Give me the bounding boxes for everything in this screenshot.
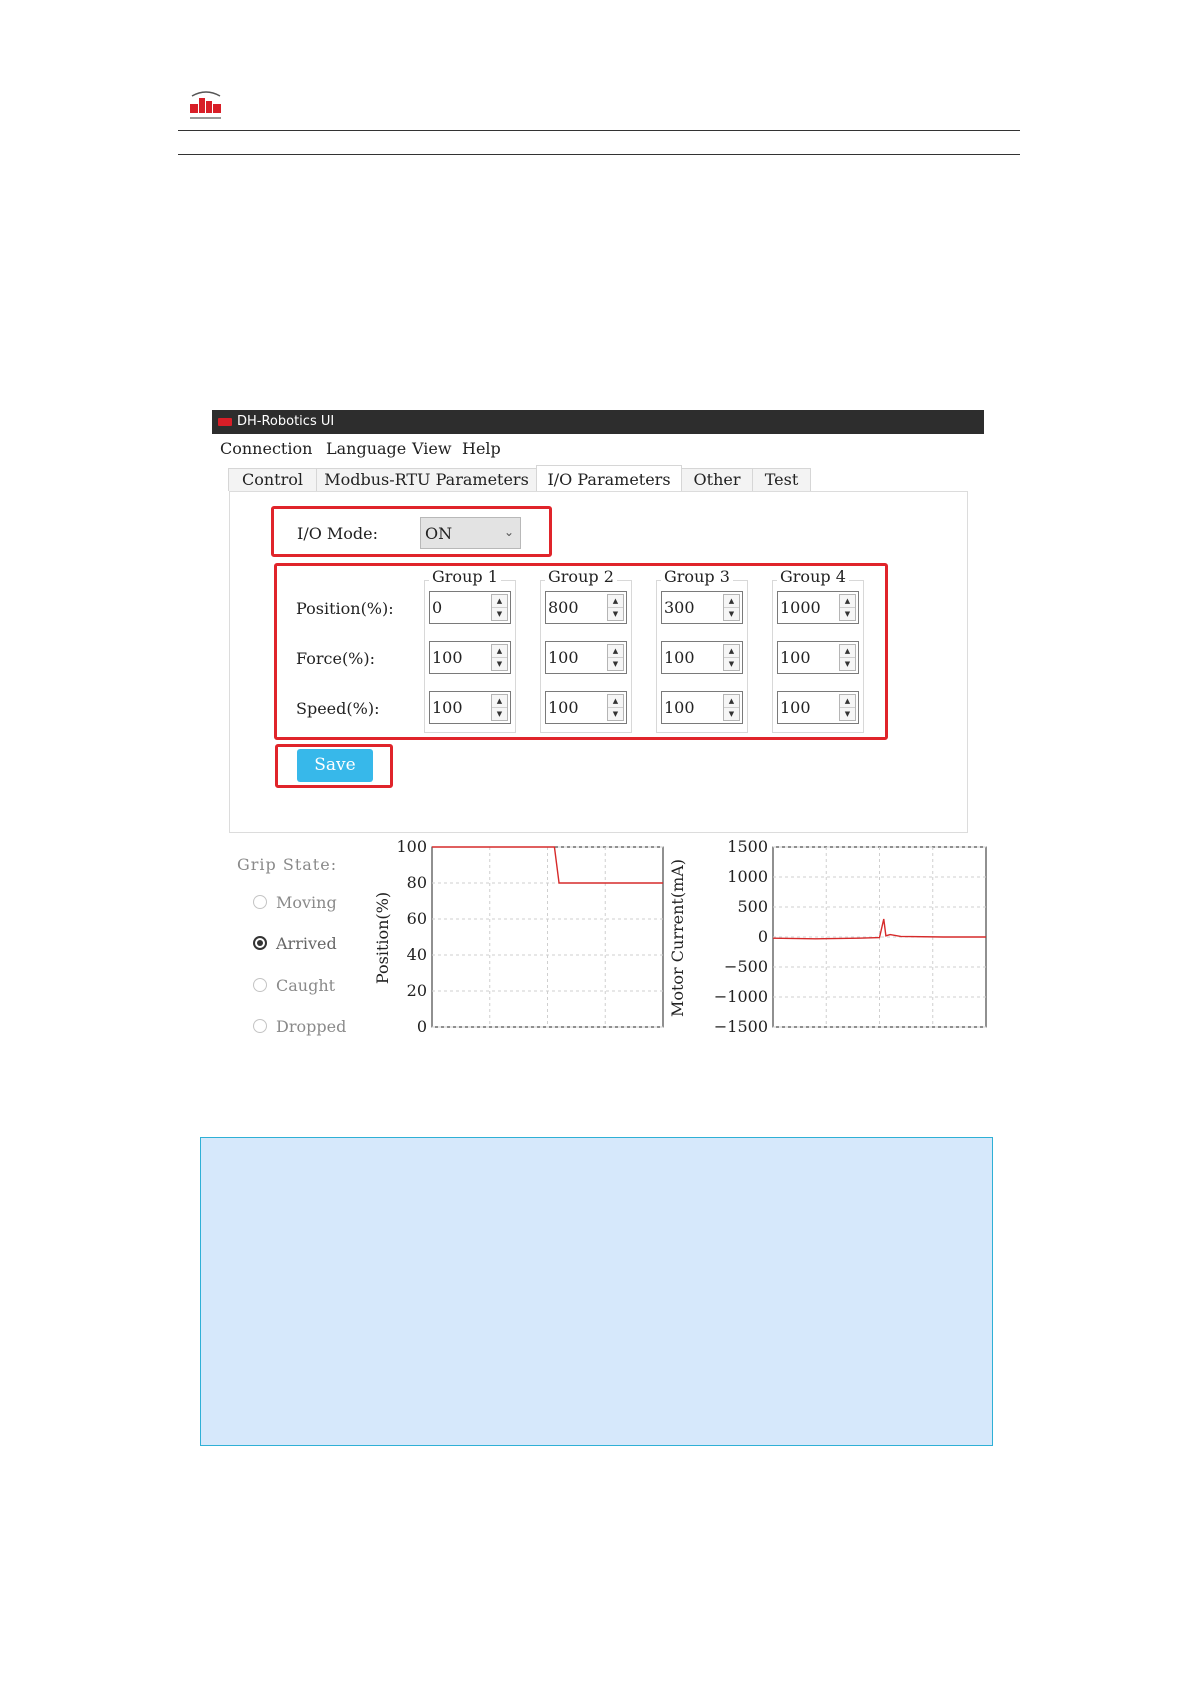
grip-state-title: Grip State:	[237, 855, 338, 874]
spinbox-buttons	[839, 594, 856, 621]
tab-modbus-rtu-parameters[interactable]: Modbus-RTU Parameters	[316, 468, 537, 491]
row-label-position: Position(%):	[296, 599, 394, 618]
io-mode-select[interactable]	[420, 517, 521, 549]
group-2-position-spinbox[interactable]	[545, 591, 627, 624]
row-label-speed: Speed(%):	[296, 699, 380, 718]
menu-connection[interactable]: Connection	[220, 439, 313, 458]
current-chart-tick-label: −500	[724, 957, 768, 976]
tab-io-parameters[interactable]: I/O Parameters	[536, 465, 682, 491]
save-button[interactable]: Save	[297, 749, 373, 782]
app-logo-icon	[218, 418, 232, 426]
row-label-force: Force(%):	[296, 649, 376, 668]
spinbox-buttons	[491, 644, 508, 671]
menu-language[interactable]: Language	[326, 439, 407, 458]
position-chart-tick-label: 20	[406, 981, 427, 1000]
group-1-speed-spinbox[interactable]	[429, 691, 511, 724]
spinbox-value: 100	[432, 698, 463, 717]
spinbox-buttons	[607, 594, 624, 621]
spinbox-value: 300	[664, 598, 695, 617]
radio-unchecked-icon	[253, 1019, 267, 1033]
group-3-speed-spinbox[interactable]	[661, 691, 743, 724]
spinbox-value: 100	[664, 648, 695, 667]
group-3-title: Group 3	[661, 567, 733, 586]
group-3-position-spinbox[interactable]	[661, 591, 743, 624]
spin-down-icon[interactable]: ▼	[728, 610, 735, 618]
spinbox-value: 800	[548, 598, 579, 617]
current-chart-tick-label: 1500	[727, 837, 768, 856]
position-chart-tick-label: 40	[406, 945, 427, 964]
spinbox-buttons	[607, 694, 624, 721]
spinbox-buttons	[723, 644, 740, 671]
motor-current-chart	[665, 835, 995, 1035]
spin-up-icon[interactable]: ▲	[840, 645, 855, 658]
spinbox-value: 100	[664, 698, 695, 717]
company-logo	[186, 90, 226, 124]
spinbox-value: 100	[548, 698, 579, 717]
position-chart-tick-label: 60	[406, 909, 427, 928]
spinbox-buttons	[607, 644, 624, 671]
spin-down-icon[interactable]: ▼	[612, 610, 619, 618]
menu-help[interactable]: Help	[462, 439, 501, 458]
radio-unchecked-icon	[253, 895, 267, 909]
radio-unchecked-icon	[253, 978, 267, 992]
tab-control[interactable]: Control	[228, 468, 317, 491]
menu-bar	[212, 434, 984, 464]
spinbox-value: 100	[780, 648, 811, 667]
spin-up-icon[interactable]: ▲	[724, 695, 739, 708]
app-title-bar	[212, 410, 984, 434]
group-4-force-spinbox[interactable]	[777, 641, 859, 674]
spin-up-icon[interactable]: ▲	[608, 595, 623, 608]
tab-other[interactable]: Other	[681, 468, 753, 491]
spinbox-buttons	[491, 694, 508, 721]
group-1-force-spinbox[interactable]	[429, 641, 511, 674]
current-chart-tick-label: 1000	[727, 867, 768, 886]
info-box	[200, 1137, 993, 1446]
io-mode-value: ON	[425, 524, 453, 543]
current-chart-tick-label: −1500	[713, 1017, 768, 1036]
radio-checked-icon	[253, 936, 267, 950]
radio-label: Dropped	[276, 1017, 347, 1036]
spinbox-value: 1000	[780, 598, 821, 617]
spin-down-icon[interactable]: ▼	[844, 610, 851, 618]
position-chart	[370, 835, 670, 1035]
group-2-speed-spinbox[interactable]	[545, 691, 627, 724]
header-rule-bottom	[178, 154, 1020, 155]
position-chart-tick-label: 0	[416, 1017, 427, 1036]
spin-up-icon[interactable]: ▲	[492, 695, 507, 708]
spin-up-icon[interactable]: ▲	[608, 695, 623, 708]
spin-up-icon[interactable]: ▲	[492, 645, 507, 658]
spin-up-icon[interactable]: ▲	[724, 595, 739, 608]
header-rule-top	[178, 130, 1020, 131]
group-2-force-spinbox[interactable]	[545, 641, 627, 674]
spin-up-icon[interactable]: ▲	[724, 645, 739, 658]
current-chart-tick-label: 500	[737, 897, 768, 916]
spinbox-buttons	[491, 594, 508, 621]
group-4-speed-spinbox[interactable]	[777, 691, 859, 724]
position-chart-tick-label: 100	[396, 837, 427, 856]
position-chart-tick-label: 80	[406, 873, 427, 892]
spinbox-value: 100	[548, 648, 579, 667]
app-title: DH-Robotics UI	[237, 414, 335, 429]
io-mode-label: I/O Mode:	[297, 524, 379, 543]
spin-up-icon[interactable]: ▲	[608, 645, 623, 658]
current-ylabel: Motor Current(mA)	[668, 858, 687, 1018]
current-chart-tick-label: −1000	[713, 987, 768, 1006]
spin-down-icon[interactable]: ▼	[844, 660, 851, 668]
group-1-position-spinbox[interactable]	[429, 591, 511, 624]
spin-down-icon[interactable]: ▼	[728, 710, 735, 718]
spin-up-icon[interactable]: ▲	[492, 595, 507, 608]
group-3-force-spinbox[interactable]	[661, 641, 743, 674]
position-ylabel: Position(%)	[373, 891, 392, 985]
radio-label: Arrived	[276, 934, 337, 953]
group-4-title: Group 4	[777, 567, 849, 586]
spinbox-buttons	[723, 594, 740, 621]
spin-down-icon[interactable]: ▼	[496, 610, 503, 618]
spin-up-icon[interactable]: ▲	[840, 595, 855, 608]
radio-label: Moving	[276, 893, 337, 912]
spinbox-buttons	[839, 644, 856, 671]
spinbox-value: 100	[432, 648, 463, 667]
spinbox-value: 0	[432, 598, 443, 617]
spin-down-icon[interactable]: ▼	[612, 710, 619, 718]
menu-view[interactable]: View	[412, 439, 452, 458]
group-2-title: Group 2	[545, 567, 617, 586]
group-4-position-spinbox[interactable]	[777, 591, 859, 624]
current-chart-tick-label: 0	[757, 927, 768, 946]
spinbox-buttons	[723, 694, 740, 721]
spin-up-icon[interactable]: ▲	[840, 695, 855, 708]
spin-down-icon[interactable]: ▼	[612, 660, 619, 668]
spin-down-icon[interactable]: ▼	[496, 710, 503, 718]
spinbox-buttons	[839, 694, 856, 721]
spinbox-value: 100	[780, 698, 811, 717]
tab-test[interactable]: Test	[752, 468, 811, 491]
group-1-title: Group 1	[429, 567, 501, 586]
chevron-down-icon: ⌄	[503, 525, 514, 539]
spin-down-icon[interactable]: ▼	[844, 710, 851, 718]
radio-label: Caught	[276, 976, 336, 995]
spin-down-icon[interactable]: ▼	[728, 660, 735, 668]
spin-down-icon[interactable]: ▼	[496, 660, 503, 668]
